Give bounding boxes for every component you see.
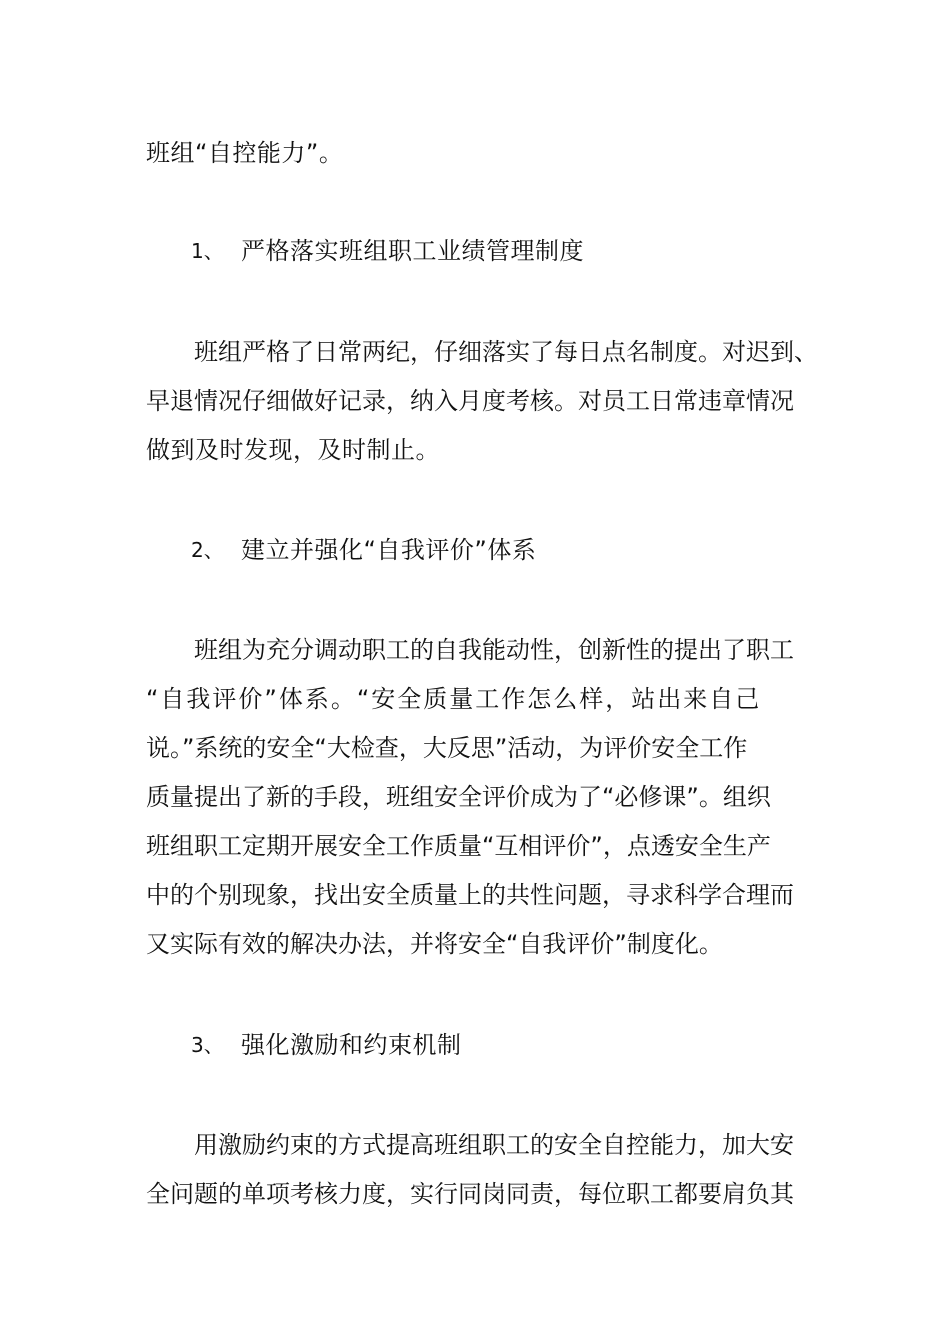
section-1-paragraph-line: 班组严格了日常两纪，仔细落实了每日点名制度。对迟到、: [194, 338, 818, 366]
section-3-paragraph-line: 用激励约束的方式提高班组职工的安全自控能力，加大安: [194, 1131, 794, 1159]
section-3-title: 强化激励和约束机制: [241, 1031, 462, 1059]
section-2-paragraph-line: 中的个别现象，找出安全质量上的共性问题，寻求科学合理而: [146, 881, 794, 909]
section-1-paragraph-line: 早退情况仔细做好记录，纳入月度考核。对员工日常违章情况: [146, 387, 794, 415]
section-2-number: 2、: [191, 538, 224, 562]
section-2-paragraph-line: 说。”系统的安全“大检查，大反思”活动，为评价安全工作: [146, 734, 748, 762]
section-2-paragraph-line: 班组职工定期开展安全工作质量“互相评价”，点透安全生产: [146, 832, 771, 860]
section-2-paragraph-line: 质量提出了新的手段，班组安全评价成为了“必修课”。组织: [146, 783, 771, 811]
section-3-number: 3、: [191, 1033, 224, 1057]
section-1-number: 1、: [191, 239, 224, 263]
section-3-paragraph-line: 全问题的单项考核力度，实行同岗同责，每位职工都要肩负其: [146, 1180, 794, 1208]
section-2-paragraph-line: 班组为充分调动职工的自我能动性，创新性的提出了职工: [194, 636, 794, 664]
section-2-paragraph-line: 又实际有效的解决办法，并将安全“自我评价”制度化。: [146, 930, 723, 958]
section-1-paragraph-line: 做到及时发现，及时制止。: [146, 436, 440, 464]
section-2-title: 建立并强化“自我评价”体系: [241, 536, 537, 564]
intro-line: 班组“自控能力”。: [146, 139, 344, 167]
section-2-paragraph-line: “自我评价”体系。“安全质量工作怎么样，站出来自己: [146, 685, 762, 713]
section-1-title: 严格落实班组职工业绩管理制度: [241, 237, 584, 265]
